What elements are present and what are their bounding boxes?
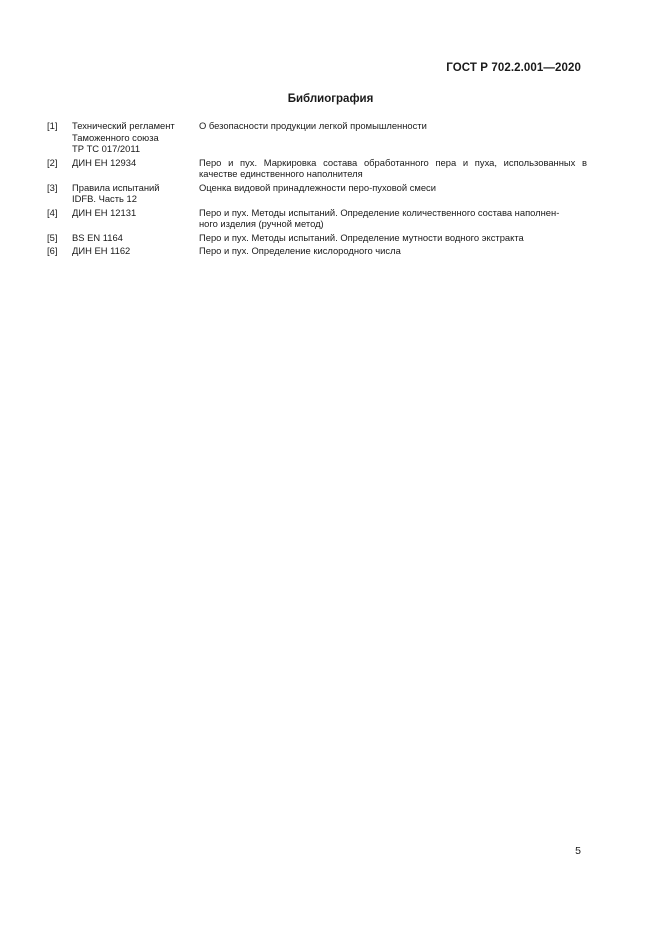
entry-source: ДИН ЕН 1162 (72, 245, 131, 256)
entry-source: Правила испытаний IDFB. Часть 12 (72, 181, 160, 204)
entry-description: Оценка видовой принадлежности перо-пуховой смеси (199, 181, 436, 193)
entry-source: Технический регламент Таможенного союза ТР ТС 017/2011 (72, 120, 175, 154)
entry-number: [4] (47, 206, 58, 218)
entry-description: Перо и пух. Определение кислородного числа (199, 245, 401, 256)
entry-number: [5] (47, 231, 58, 243)
bibliography-entry (47, 232, 587, 244)
entry-number: [2] (47, 156, 58, 168)
bibliography-entry (47, 182, 587, 205)
entry-source: ДИН ЕН 12934 (72, 156, 137, 168)
entry-source: BS EN 1164 (72, 231, 123, 243)
entry-number: [1] (47, 120, 58, 131)
entry-description: Перо и пух. Методы испытаний. Определение мутности водного экстракта (199, 231, 524, 243)
bibliography-list (47, 120, 587, 259)
entry-description: Перо и пух. Маркировка состава обработанного пера и пуха, использованных в качестве единственного наполнителя (199, 156, 587, 179)
bibliography-entry (47, 120, 587, 155)
bibliography-entry (47, 157, 587, 180)
entry-description: Перо и пух. Методы испытаний. Определение количественного состава наполнен- ного изделия (ручной метод) (199, 206, 560, 229)
entry-description: О безопасности продукции легкой промышленности (199, 120, 427, 131)
page-number: 5 (575, 845, 581, 857)
section-title: Библиография (287, 93, 374, 105)
bibliography-entry (47, 207, 587, 230)
entry-number: [3] (47, 181, 58, 193)
bibliography-entry (47, 245, 587, 257)
entry-source: ДИН ЕН 12131 (72, 206, 137, 218)
entry-number: [6] (47, 245, 58, 256)
document-code: ГОСТ Р 702.2.001—2020 (446, 62, 581, 74)
